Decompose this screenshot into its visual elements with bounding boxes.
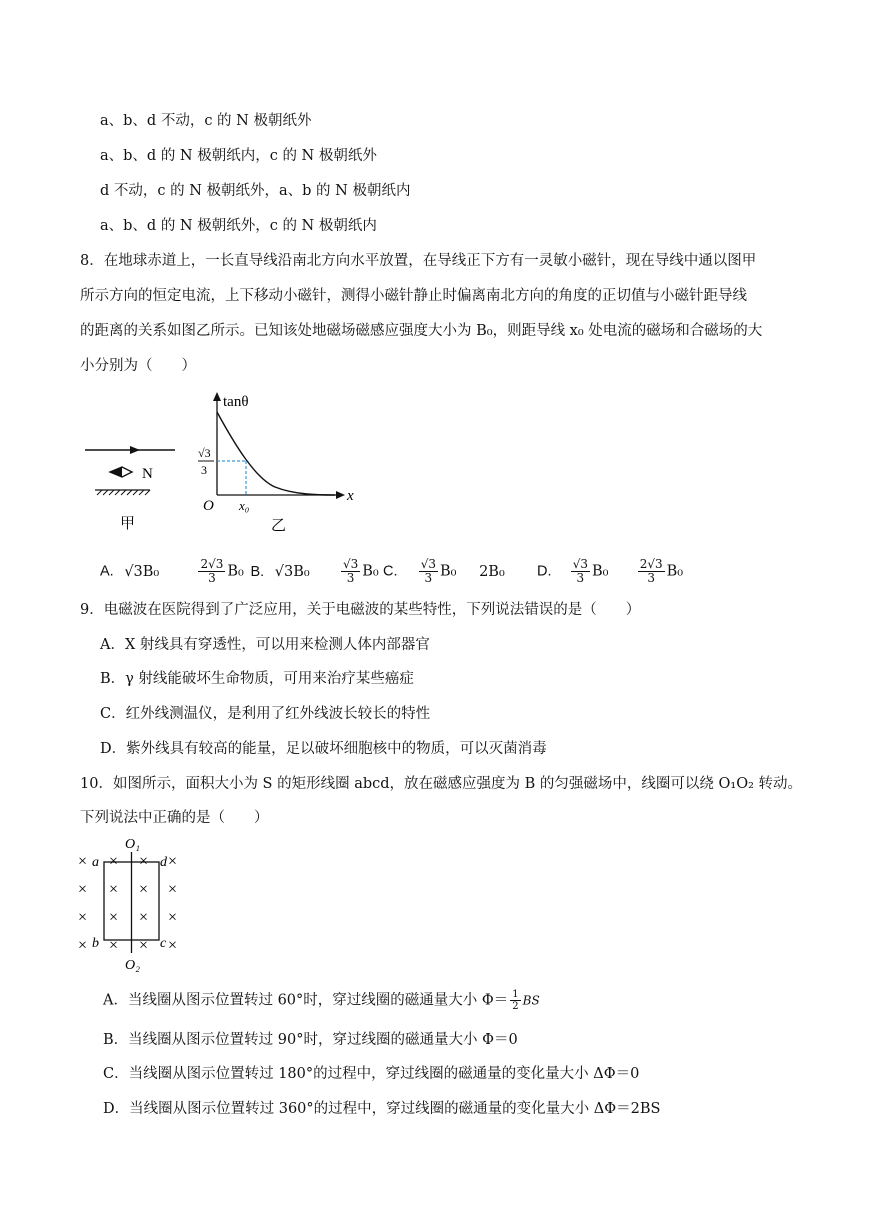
x-axis-label: x [347, 488, 354, 504]
corner-a-label: a [92, 855, 99, 870]
current-arrow-icon [130, 446, 140, 454]
q8-figure-yi [195, 390, 370, 535]
q7-option-a: a、b、d 不动，c 的 N 极朝纸外 [100, 113, 312, 129]
fig-yi-caption: 乙 [271, 518, 287, 534]
q9-option-d: D．紫外线具有较高的能量，足以破坏细胞核中的物质，可以灭菌消毒 [100, 741, 547, 757]
field-cross-icon: × [78, 881, 88, 898]
field-cross-icon: × [139, 937, 149, 954]
q10-option-d: D．当线圈从图示位置转过 360°的过程中，穿过线圈的磁通量的变化量大小 ΔΦ＝2BS [103, 1101, 661, 1117]
q10-option-b: B．当线圈从图示位置转过 90°时，穿过线圈的磁通量大小 Φ＝0 [103, 1032, 518, 1048]
field-cross-icon: × [139, 881, 149, 898]
y-tick-denominator: 3 [201, 463, 207, 477]
q8-stem-line2: 所示方向的恒定电流，上下移动小磁针，测得小磁针静止时偏离南北方向的角度的正切值与小磁针距导线 [80, 288, 747, 304]
o2-label: O₂ [125, 958, 140, 973]
q10-option-c: C．当线圈从图示位置转过 180°的过程中，穿过线圈的磁通量的变化量大小 ΔΦ＝0 [103, 1066, 640, 1082]
fig-jia-caption: 甲 [120, 516, 136, 532]
field-cross-icon: × [78, 853, 88, 870]
field-cross-icon: × [78, 937, 88, 954]
y-tick-numerator: √3 [198, 446, 211, 460]
field-cross-icon: × [168, 937, 178, 954]
field-cross-icon: × [139, 909, 149, 926]
q9-stem: 9．电磁波在医院得到了广泛应用，关于电磁波的某些特性，下列说法错误的是（ ） [80, 602, 641, 618]
q8-option-d: D. $\frac{√3}{3}$ B₀ $\frac{2√3}{3}$ B₀ [537, 557, 684, 585]
y-axis-label: tanθ [223, 394, 249, 410]
field-cross-icon: × [109, 909, 119, 926]
corner-b-label: b [92, 936, 99, 951]
q8-stem-line3: 的距离的关系如图乙所示。已知该处地磁场磁感应强度大小为 B₀，则距导线 x₀ 处电流的磁场和合磁场的大 [80, 323, 763, 339]
origin-label: O [203, 498, 214, 514]
tan-curve [217, 412, 335, 495]
o1-label: O₁ [125, 837, 140, 852]
n-pole-label: N [142, 466, 153, 482]
q10-coil-figure [70, 835, 190, 975]
q8-stem-line4: 小分别为（ ） [80, 358, 196, 374]
q10-option-a: A．当线圈从图示位置转过 60°时，穿过线圈的磁通量大小 Φ＝ $\frac{1}{2}$ BS [103, 989, 540, 1012]
field-cross-icon: × [168, 909, 178, 926]
y-axis-arrow-icon [213, 392, 221, 401]
q10-stem-line2: 下列说法中正确的是（ ） [80, 810, 269, 826]
field-cross-icon: × [109, 853, 119, 870]
q7-option-c: d 不动，c 的 N 极朝纸外，a、b 的 N 极朝纸内 [100, 183, 411, 199]
q8-stem-line1: 8．在地球赤道上，一长直导线沿南北方向水平放置，在导线正下方有一灵敏小磁针，现在导线中通以图甲 [80, 253, 757, 269]
q7-option-b: a、b、d 的 N 极朝纸内，c 的 N 极朝纸外 [100, 148, 377, 164]
q9-option-a: A．X 射线具有穿透性，可以用来检测人体内部器官 [100, 637, 430, 653]
field-cross-icon: × [168, 853, 178, 870]
field-cross-icon: × [168, 881, 178, 898]
q8-figure-jia [80, 430, 190, 540]
field-cross-icon: × [109, 881, 119, 898]
q8-option-a: A. √3B₀ $\frac{2√3}{3}$ B₀ B. √3B₀ $\frac{√3}{3}$ B₀ [100, 557, 379, 585]
corner-d-label: d [160, 855, 167, 870]
x-axis-arrow-icon [336, 491, 345, 499]
field-cross-icon: × [139, 853, 149, 870]
q9-option-b: B．γ 射线能破坏生命物质，可用来治疗某些癌症 [100, 671, 414, 687]
x0-label: x₀ [239, 498, 250, 513]
field-cross-icon: × [109, 937, 119, 954]
corner-c-label: c [160, 936, 167, 951]
q9-option-c: C．红外线测温仪，是利用了红外线波长较长的特性 [100, 706, 431, 722]
ground-hatch [97, 490, 150, 495]
q10-stem-line1: 10．如图所示，面积大小为 S 的矩形线圈 abcd，放在磁感应强度为 B 的匀强磁场中，线圈可以绕 O₁O₂ 转动。 [80, 776, 803, 792]
q7-option-d: a、b、d 的 N 极朝纸外，c 的 N 极朝纸内 [100, 218, 377, 234]
field-cross-icon: × [78, 909, 88, 926]
q8-option-c: C. $\frac{√3}{3}$ B₀ 2B₀ [383, 557, 505, 585]
